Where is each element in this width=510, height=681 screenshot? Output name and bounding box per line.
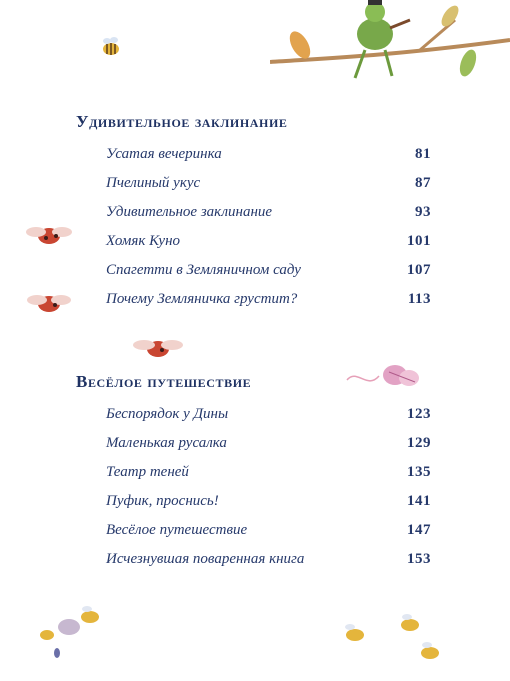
toc-entry[interactable] xyxy=(106,175,431,204)
entry-title: Беспорядок у Дины xyxy=(106,406,229,422)
entry-title: Пуфик, проснись! xyxy=(106,493,219,509)
ladybug-icon xyxy=(25,290,73,318)
toc-entry[interactable] xyxy=(106,204,431,233)
entry-title: Усатая вечеринка xyxy=(106,146,222,162)
ladybug-icon xyxy=(132,335,184,363)
branch-grasshopper-illustration xyxy=(270,0,510,90)
entry-title: Пчелиный укус xyxy=(106,175,201,191)
page-number: 123 xyxy=(407,406,431,422)
bees-group-illustration xyxy=(35,595,130,665)
page-number: 107 xyxy=(407,262,431,278)
entry-title: Театр теней xyxy=(106,464,189,480)
toc-entry[interactable] xyxy=(106,233,431,262)
toc-entry[interactable] xyxy=(106,146,431,175)
page-number: 93 xyxy=(415,204,431,220)
toc-entry[interactable] xyxy=(106,493,431,522)
page-number: 129 xyxy=(407,435,431,451)
page-number: 153 xyxy=(407,551,431,567)
page-number: 81 xyxy=(415,146,431,162)
entry-title: Весёлое путешествие xyxy=(106,522,248,538)
toc-entry[interactable] xyxy=(106,291,431,320)
toc-entry[interactable] xyxy=(106,464,431,493)
butterfly-icon xyxy=(345,360,425,396)
bee-icon xyxy=(98,36,124,58)
page-number: 101 xyxy=(407,233,431,249)
bees-group-illustration xyxy=(335,605,455,670)
page-number: 113 xyxy=(407,291,431,307)
page-number: 147 xyxy=(407,522,431,538)
toc-list xyxy=(106,406,431,580)
entry-title: Хомяк Куно xyxy=(106,233,181,249)
ladybug-icon xyxy=(25,222,73,250)
section-title: Удивительное заклинание xyxy=(76,112,288,131)
toc-entry[interactable] xyxy=(106,406,431,435)
toc-entry[interactable] xyxy=(106,435,431,464)
toc-entry[interactable] xyxy=(106,551,431,580)
entry-title: Исчезнувшая поваренная книга xyxy=(106,551,305,567)
page-number: 87 xyxy=(415,175,431,191)
toc-entry[interactable] xyxy=(106,262,431,291)
entry-title: Маленькая русалка xyxy=(106,435,227,451)
entry-title: Удивительное заклинание xyxy=(106,204,273,220)
toc-list xyxy=(106,146,431,320)
entry-title: Спагетти в Земляничном саду xyxy=(106,262,301,278)
page-number: 141 xyxy=(407,493,431,509)
page-number: 135 xyxy=(407,464,431,480)
entry-title: Почему Земляничка грустит? xyxy=(106,291,298,307)
toc-entry[interactable] xyxy=(106,522,431,551)
section-title: Весёлое путешествие xyxy=(76,372,252,391)
